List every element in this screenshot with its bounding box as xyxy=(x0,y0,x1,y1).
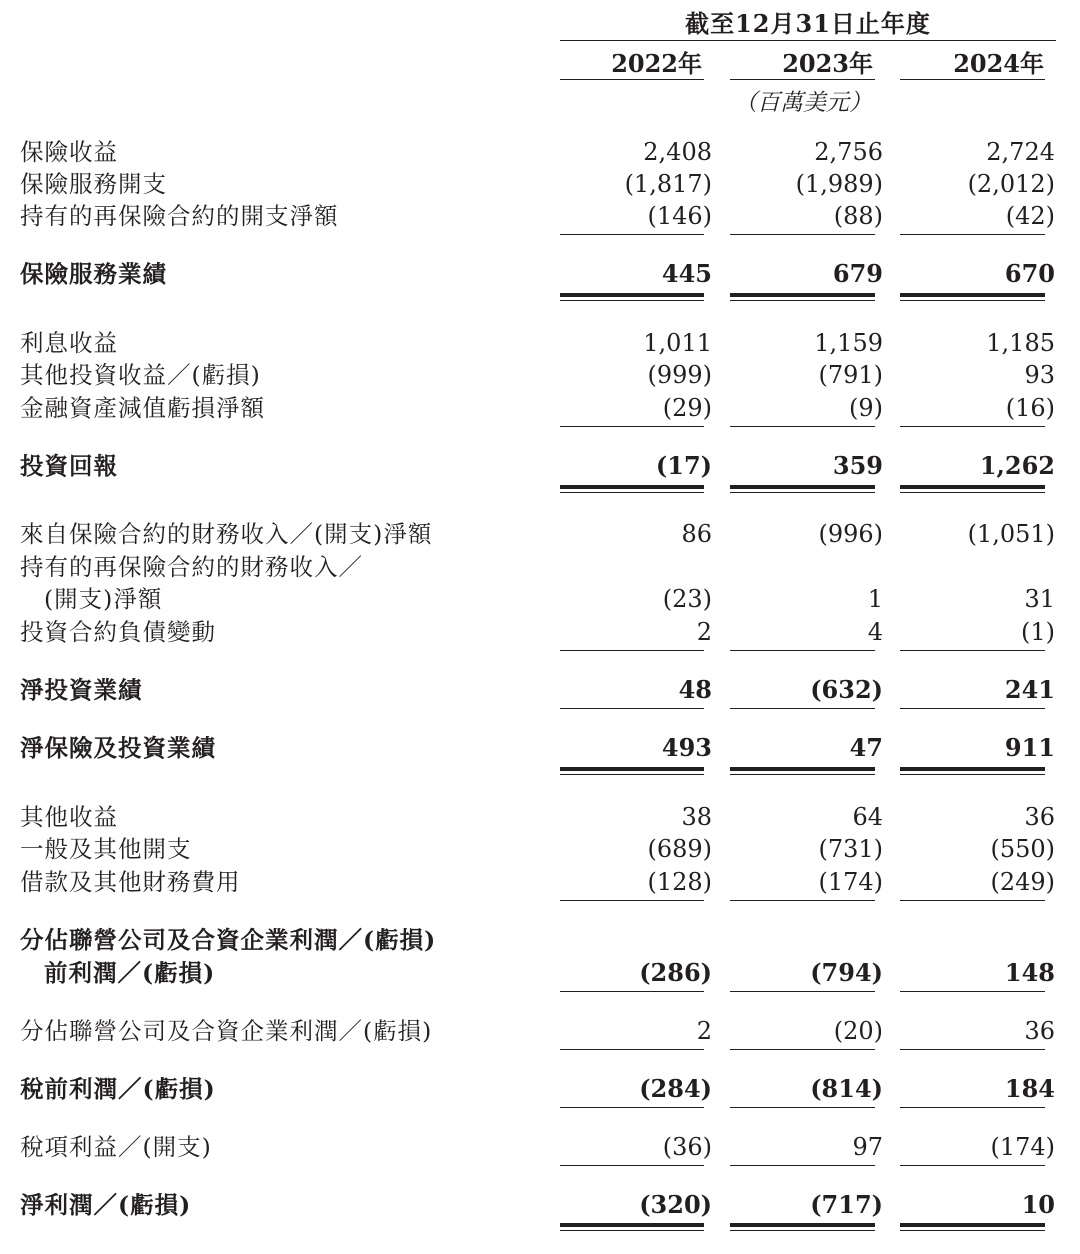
value-cell-2024: 31 xyxy=(1024,585,1055,613)
value-cell-2022: 86 xyxy=(681,520,712,548)
table-row xyxy=(0,392,1080,426)
single-underline xyxy=(730,900,875,901)
table-row xyxy=(0,450,1080,484)
double-underline xyxy=(730,293,875,301)
single-underline xyxy=(560,426,704,427)
row-label: 稅前利潤／(虧損) xyxy=(20,1075,216,1103)
value-cell-2023: (9) xyxy=(849,394,883,422)
single-underline xyxy=(560,708,704,709)
value-cell-2024: 670 xyxy=(1004,259,1055,288)
single-underline xyxy=(900,234,1045,235)
row-label: 一般及其他開支 xyxy=(20,835,192,863)
row-label: 淨保險及投資業績 xyxy=(20,734,216,762)
value-cell-2023: (174) xyxy=(818,868,883,896)
value-cell-2022: 48 xyxy=(678,675,712,704)
value-cell-2023: (791) xyxy=(818,361,883,389)
value-cell-2022: (999) xyxy=(647,361,712,389)
row-label: 淨投資業績 xyxy=(20,676,143,704)
table-row xyxy=(0,583,1080,617)
value-cell-2022: (286) xyxy=(639,958,712,987)
single-underline xyxy=(900,991,1045,992)
value-cell-2023: (731) xyxy=(818,835,883,863)
row-label: 持有的再保險合約的開支淨額 xyxy=(20,202,339,230)
value-cell-2022: (36) xyxy=(662,1133,712,1161)
single-underline xyxy=(730,1049,875,1050)
row-label: 投資合約負債變動 xyxy=(20,618,216,646)
single-underline xyxy=(730,650,875,651)
table-row xyxy=(0,200,1080,234)
value-cell-2024: 1,185 xyxy=(986,329,1055,357)
table-row xyxy=(0,551,1080,585)
table-row xyxy=(0,136,1080,170)
value-cell-2024: (42) xyxy=(1005,202,1055,230)
single-underline xyxy=(730,708,875,709)
value-cell-2023: 359 xyxy=(832,451,883,480)
row-label: 保險服務開支 xyxy=(20,170,167,198)
value-cell-2023: 679 xyxy=(832,259,883,288)
single-underline xyxy=(900,1165,1045,1166)
table-row xyxy=(0,1131,1080,1165)
value-cell-2022: (320) xyxy=(639,1190,712,1219)
value-cell-2024: 148 xyxy=(1004,958,1055,987)
value-cell-2022: (146) xyxy=(647,202,712,230)
row-label: 利息收益 xyxy=(20,329,118,357)
double-underline xyxy=(900,767,1045,775)
value-cell-2024: 2,724 xyxy=(986,138,1055,166)
value-cell-2024: (249) xyxy=(990,868,1055,896)
single-underline xyxy=(730,991,875,992)
value-cell-2023: (794) xyxy=(810,958,883,987)
single-underline xyxy=(900,1049,1045,1050)
value-cell-2023: (814) xyxy=(810,1074,883,1103)
value-cell-2023: (996) xyxy=(818,520,883,548)
value-cell-2022: 493 xyxy=(661,733,712,762)
double-underline xyxy=(730,767,875,775)
single-underline xyxy=(900,1107,1045,1108)
table-row xyxy=(0,732,1080,766)
single-underline xyxy=(730,1165,875,1166)
single-underline xyxy=(560,900,704,901)
table-row xyxy=(0,359,1080,393)
row-label: (開支)淨額 xyxy=(44,585,163,613)
value-cell-2022: (689) xyxy=(647,835,712,863)
year-header-2022: 2022年 xyxy=(611,49,702,78)
row-label: 淨利潤／(虧損) xyxy=(20,1191,192,1219)
value-cell-2024: 911 xyxy=(1004,733,1055,762)
table-row xyxy=(0,924,1080,958)
value-cell-2024: 1,262 xyxy=(979,451,1055,480)
table-row xyxy=(0,168,1080,202)
value-cell-2024: (16) xyxy=(1005,394,1055,422)
value-cell-2024: (174) xyxy=(990,1133,1055,1161)
single-underline xyxy=(730,234,875,235)
value-cell-2022: (1,817) xyxy=(624,170,712,198)
table-row xyxy=(0,616,1080,650)
value-cell-2022: (29) xyxy=(662,394,712,422)
single-underline xyxy=(560,1165,704,1166)
row-label: 借款及其他財務費用 xyxy=(20,868,241,896)
double-underline xyxy=(730,1223,875,1231)
year-header-2024: 2024年 xyxy=(953,49,1044,78)
row-label: 來自保險合約的財務收入／(開支)淨額 xyxy=(20,520,433,548)
double-underline xyxy=(560,485,704,493)
double-underline xyxy=(900,485,1045,493)
value-cell-2022: (17) xyxy=(655,451,712,480)
value-cell-2024: 184 xyxy=(1004,1074,1055,1103)
value-cell-2023: 4 xyxy=(867,618,883,646)
single-underline xyxy=(900,650,1045,651)
row-label: 其他收益 xyxy=(20,803,118,831)
value-cell-2022: 38 xyxy=(681,803,712,831)
value-cell-2023: 1 xyxy=(867,585,883,613)
value-cell-2022: 2,408 xyxy=(643,138,712,166)
value-cell-2024: 10 xyxy=(1021,1190,1055,1219)
row-label: 分佔聯營公司及合資企業利潤／(虧損) xyxy=(20,926,437,954)
table-row xyxy=(0,518,1080,552)
value-cell-2022: (128) xyxy=(647,868,712,896)
table-row xyxy=(0,1015,1080,1049)
period-header: 截至12月31日止年度 xyxy=(685,9,931,38)
table-row xyxy=(0,258,1080,292)
single-underline xyxy=(900,426,1045,427)
value-cell-2024: 241 xyxy=(1004,675,1055,704)
unit-label: （百萬美元） xyxy=(734,90,872,116)
double-underline xyxy=(900,1223,1045,1231)
value-cell-2023: (1,989) xyxy=(795,170,883,198)
row-label: 金融資產減值虧損淨額 xyxy=(20,394,265,422)
single-underline xyxy=(730,1107,875,1108)
value-cell-2024: (1) xyxy=(1021,618,1055,646)
table-row xyxy=(0,957,1080,991)
row-label: 其他投資收益／(虧損) xyxy=(20,361,261,389)
single-underline xyxy=(560,650,704,651)
single-underline xyxy=(900,708,1045,709)
single-underline xyxy=(560,234,704,235)
value-cell-2022: (23) xyxy=(662,585,712,613)
value-cell-2024: (2,012) xyxy=(967,170,1055,198)
value-cell-2024: 36 xyxy=(1024,1017,1055,1045)
single-underline xyxy=(900,900,1045,901)
row-label: 保險收益 xyxy=(20,138,118,166)
value-cell-2023: 97 xyxy=(852,1133,883,1161)
table-row xyxy=(0,1189,1080,1223)
table-row xyxy=(0,327,1080,361)
row-label: 前利潤／(虧損) xyxy=(44,959,216,987)
row-label: 稅項利益／(開支) xyxy=(20,1133,212,1161)
value-cell-2024: (1,051) xyxy=(967,520,1055,548)
table-row xyxy=(0,801,1080,835)
year-header-2023: 2023年 xyxy=(782,49,873,78)
value-cell-2024: (550) xyxy=(990,835,1055,863)
double-underline xyxy=(730,485,875,493)
row-label: 保險服務業績 xyxy=(20,260,167,288)
value-cell-2023: 1,159 xyxy=(814,329,883,357)
value-cell-2023: 64 xyxy=(852,803,883,831)
value-cell-2023: (20) xyxy=(833,1017,883,1045)
double-underline xyxy=(560,767,704,775)
value-cell-2023: (88) xyxy=(833,202,883,230)
table-row xyxy=(0,1073,1080,1107)
single-underline xyxy=(730,426,875,427)
double-underline xyxy=(560,1223,704,1231)
row-label: 投資回報 xyxy=(20,452,118,480)
single-underline xyxy=(560,1107,704,1108)
value-cell-2023: 47 xyxy=(849,733,883,762)
value-cell-2022: 2 xyxy=(696,1017,712,1045)
value-cell-2023: (717) xyxy=(810,1190,883,1219)
table-row xyxy=(0,866,1080,900)
row-label: 持有的再保險合約的財務收入／ xyxy=(20,553,363,581)
value-cell-2022: (284) xyxy=(639,1074,712,1103)
table-row xyxy=(0,833,1080,867)
double-underline xyxy=(560,293,704,301)
row-label: 分佔聯營公司及合資企業利潤／(虧損) xyxy=(20,1017,433,1045)
value-cell-2023: (632) xyxy=(810,675,883,704)
value-cell-2022: 2 xyxy=(696,618,712,646)
value-cell-2022: 1,011 xyxy=(643,329,712,357)
value-cell-2023: 2,756 xyxy=(814,138,883,166)
table-row xyxy=(0,674,1080,708)
value-cell-2024: 36 xyxy=(1024,803,1055,831)
value-cell-2024: 93 xyxy=(1024,361,1055,389)
double-underline xyxy=(900,293,1045,301)
value-cell-2022: 445 xyxy=(661,259,712,288)
single-underline xyxy=(560,991,704,992)
single-underline xyxy=(560,1049,704,1050)
